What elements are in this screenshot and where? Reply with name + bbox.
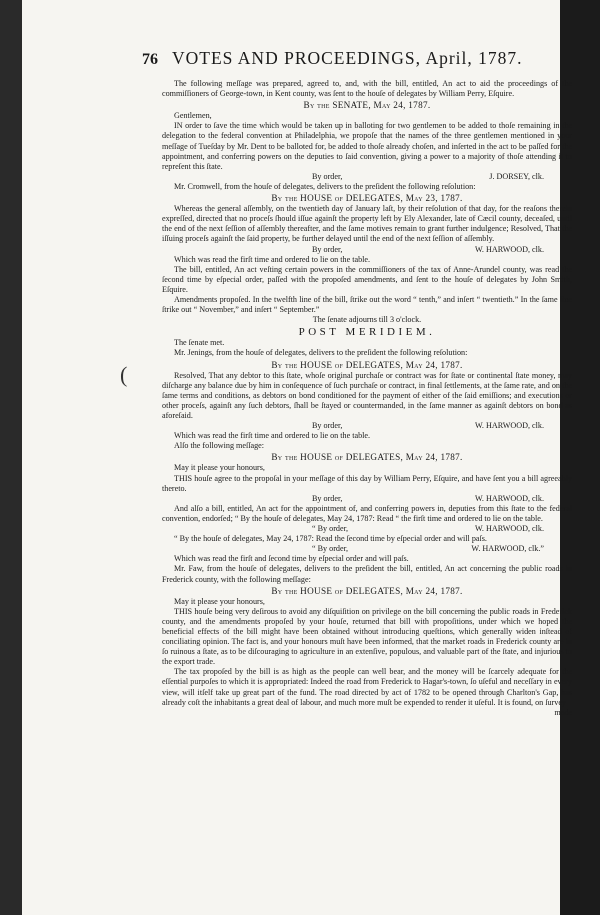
session-heading: POST MERIDIEM. — [298, 326, 436, 339]
paragraph: Which was read the firſt time and ordered to lie on the table. — [174, 431, 371, 441]
signature-by-order: By order, — [312, 244, 343, 254]
catchword: made — [554, 707, 572, 717]
paragraph: Which was read the firſt and ſecond time by eſpecial order and will paſs. — [174, 554, 409, 564]
paragraph: The ſenate met. — [174, 338, 225, 348]
page-number: 76 — [142, 51, 158, 68]
paragraph: And alſo a bill, entitled, An act for the appointment of, and conferring powers in, deputies from this ſtate to the federal convention, endorſed; “ By the houſe of delegates, May 24, 1787: Read “ the firſt time and ordered to lie on the table. — [162, 503, 572, 523]
paragraph: The bill, entitled, An act veſting certain powers in the commiſſioners of the tax of Anne-Arundel county, was read the ſecond time by eſpecial order, paſſed with the propoſed amendments, and ſent to the houſe of delegates by John Smith, Eſquire. — [162, 264, 572, 294]
paragraph: Gentlemen, — [174, 111, 212, 121]
paragraph: THIS houſe being very deſirous to avoid any diſquiſition on privilege on the bill concerning the public roads in Frederick county, and the amendments propoſed by your houſe, returned that bill with propoſitions, under which we hoped the beneficial effects of the bill might have been obtained without introducing queſtions, which generally widen inſtead of conciliating opinion. The fact is, and your honours muſt have been informed, that the market roads in Frederick county are in ſo ruinous a ſtate, as to be diſcouraging to agriculture in an extenſive, populous, and valuable part of the ſtate, and injurious to the export trade. — [162, 606, 572, 667]
signature-line — [162, 494, 572, 504]
paragraph: Whereas the general aſſembly, on the twentieth day of January laſt, by their reſolution of that day, for the reaſons therein expreſſed, directed that no proceſs ſhould iſſue againſt the property left by Ely Alexander, late of Cæcil county, deceaſed, until the end of the next ſeſſion of aſſembly thereafter, and the ſame motives remain to grant further indulgence; Resolved, That the iſſuing proceſs againſt the ſaid property, be further delayed until the end of the next ſeſſion of aſſembly. — [162, 204, 572, 244]
paragraph: THIS houſe agree to the propoſal in your meſſage of this day by William Perry, Eſquire, and have ſent you a bill agreeably thereto. — [162, 473, 572, 493]
paragraph: IN order to ſave the time which would be taken up in balloting for two gentlemen to be added to thoſe remaining in the delegation to the federal convention at Philadelphia, we propoſe that the names of the three gentlemen mentioned in your meſſage of Tueſday by Mr. Dent to be balloted for, be added to thoſe already choſen, and inſerted in the act to be paſſed for the appointment, and conferring powers on the deputies to ſaid convention, giving a power to a majority of thoſe attending it to repreſent this ſtate. — [162, 121, 572, 171]
signature-by-order: “ By order, — [312, 524, 348, 534]
signature-by-order: By order, — [312, 421, 343, 431]
document-body — [162, 79, 572, 718]
section-heading: By the HOUSE of DELEGATES, May 24, 1787. — [271, 359, 463, 370]
signature-clerk: W. HARWOOD, clk. — [475, 524, 544, 534]
scan-edge-left — [0, 0, 22, 915]
signature-line — [162, 245, 572, 255]
running-title: VOTES AND PROCEEDINGS, April, 1787. — [172, 48, 523, 68]
paragraph: Resolved, That any debtor to this ſtate, whoſe original purchaſe or contract was for ſtate or continental ſtate money, may diſcharge any balance due by him in conſequence of ſuch purchaſe or contract, in final ſettlements, at the ſame rate, and on the ſame terms and conditions, as debtors on bond conditioned for the payment of either of the ſaid emiſſions; and executions or other proceſs, againſt any ſuch debtors, ſhall be ſtayed or countermanded, in the ſame manner as againſt debtors on bond as aforeſaid. — [162, 370, 572, 420]
paragraph: Mr. Faw, from the houſe of delegates, delivers to the preſident the bill, entitled, An act concerning the public roads in Frederick county, with the following meſſage: — [162, 564, 572, 584]
section-heading: By the HOUSE of DELEGATES, May 24, 1787. — [271, 452, 463, 463]
margin-mark: ( — [120, 362, 128, 387]
signature-by-order: “ By order, — [312, 544, 348, 554]
section-heading: By the HOUSE of DELEGATES, May 24, 1787. — [271, 585, 463, 596]
signature-clerk: W. HARWOOD, clk.” — [471, 544, 544, 554]
centered-note: The ſenate adjourns till 3 o'clock. — [312, 315, 422, 325]
paragraph: Mr. Cromwell, from the houſe of delegates, delivers to the preſident the following reſolution: — [174, 181, 476, 191]
paragraph: Amendments propoſed. In the twelfth line of the bill, ſtrike out the word “ tenth,” and inſert “ twentieth.” In the ſame line ſtrike out “ November,” and inſert “ September.” — [162, 294, 572, 315]
document-page — [22, 0, 572, 915]
paragraph: Which was read the firſt time and ordered to lie on the table. — [174, 254, 371, 264]
paragraph: May it please your honours, — [174, 596, 265, 606]
signature-line — [162, 544, 572, 554]
section-heading: By the SENATE, May 24, 1787. — [303, 100, 431, 111]
paragraph: Mr. Jenings, from the houſe of delegates, delivers to the preſident the following reſolution: — [174, 348, 468, 358]
signature-clerk: J. DORSEY, clk. — [489, 171, 544, 181]
page-header — [142, 48, 572, 69]
signature-line — [162, 172, 572, 182]
signature-by-order: By order, — [312, 493, 343, 503]
signature-line — [162, 421, 572, 431]
signature-clerk: W. HARWOOD, clk. — [475, 244, 544, 254]
paragraph: The tax propoſed by the bill is as high as the people can well bear, and the money will be ſcarcely adequate for the eſſential purpoſes to which it is appropriated: Indeed the road from Frederick to Hagar's-town, ſo uſeful and neceſſary in every view, will itſelf take up great part of the fund. The road directed by act of 1782 to be opened through Charlton's Gap, has already coſt the inhabitants a great deal of labour, and much more muſt be expended to render it uſeful. It is found, on ſurvey — [162, 667, 572, 707]
signature-line — [162, 524, 572, 534]
paragraph: “ By the houſe of delegates, May 24, 1787: Read the ſecond time by eſpecial order and will paſs. — [174, 534, 487, 544]
paragraph: May it please your honours, — [174, 463, 265, 473]
signature-clerk: W. HARWOOD, clk. — [475, 493, 544, 503]
signature-clerk: W. HARWOOD, clk. — [475, 421, 544, 431]
paragraph: The following meſſage was prepared, agreed to, and, with the bill, entitled, An act to aid the proceedings of the commiſſioners of George-town, in Kent county, was ſent to the houſe of delegates by William Perry, Eſquire. — [162, 79, 572, 99]
section-heading: By the HOUSE of DELEGATES, May 23, 1787. — [271, 193, 463, 204]
paragraph: Alſo the following meſſage: — [174, 441, 265, 451]
signature-by-order: By order, — [312, 171, 343, 181]
